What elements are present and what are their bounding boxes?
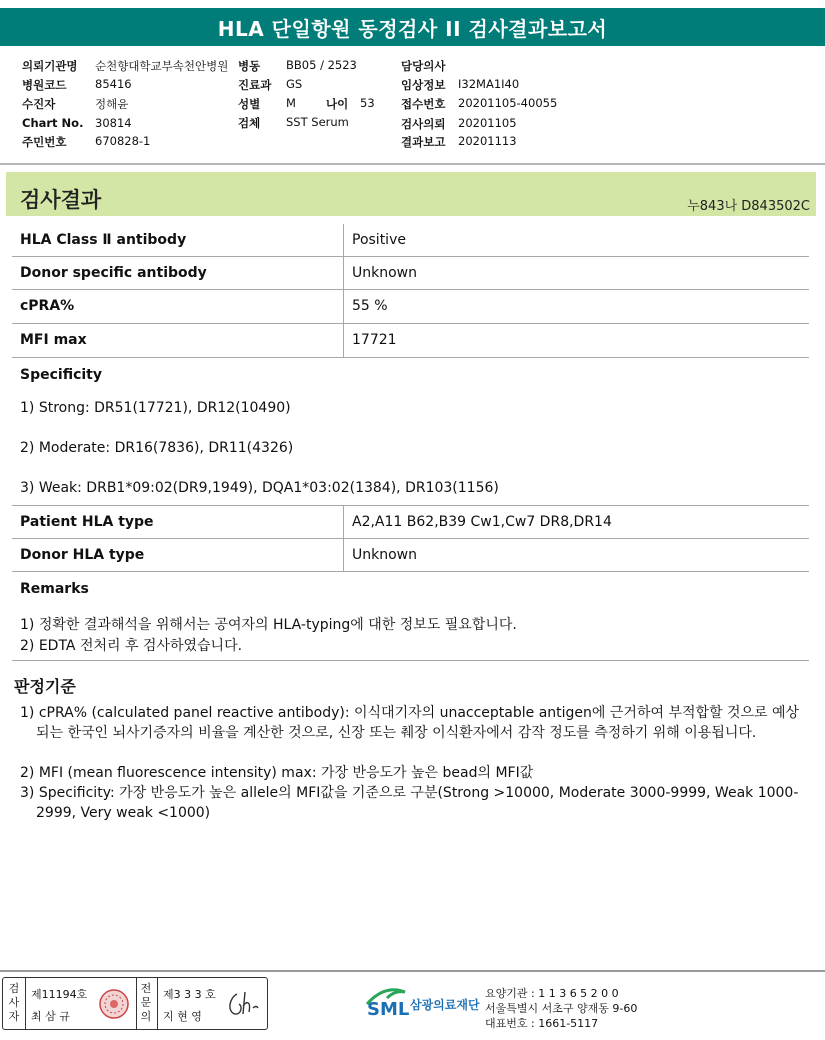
id-value: 670828-1 [95, 134, 151, 148]
column-divider [343, 290, 344, 324]
signature-box [2, 977, 268, 1030]
criteria-item: 2) MFI (mean fluorescence intensity) max: 가장 반응도가 높은 bead의 MFI값 [20, 765, 534, 781]
request-label: 검사의뢰 [401, 117, 446, 131]
specificity-strong: 1) Strong: DR51(17721), DR12(10490) [20, 400, 291, 416]
report-date-value: 20201113 [458, 134, 517, 148]
row-label: HLA Class Ⅱ antibody [20, 232, 187, 248]
criteria-item: 1) cPRA% (calculated panel reactive antibody): 이식대기자의 unacceptable antigen에 근거하여 부적합할 것으로 예상되는 한국인 뇌사기증자의 비율을 계산한 것으로, 신장 또는 췌장 이식환자에서 감작 정도를 측정하기 위해 이용됩니다. [20, 705, 800, 741]
sig-divider [136, 978, 137, 1029]
age-value: 53 [360, 96, 375, 110]
sig-divider [157, 978, 158, 1029]
column-divider [343, 506, 344, 539]
report-title: HLA 단일항원 동정검사 II 검사결과보고서 [0, 8, 825, 46]
specificity-label: Specificity [20, 367, 102, 383]
specialist-no: 제3 3 3 호 [163, 988, 216, 1001]
hospital-code-value: 85416 [95, 77, 132, 91]
table-row [12, 257, 809, 290]
table-row [12, 324, 809, 358]
institution-label: 의뢰기관명 [22, 59, 78, 73]
care-code: 요양기관 : 1 1 3 6 5 2 0 0 [485, 987, 619, 1000]
clinical-value: I32MA1I40 [458, 77, 520, 91]
row-label: cPRA% [20, 298, 75, 314]
dept-value: GS [286, 77, 303, 91]
patient-label: 수진자 [22, 97, 56, 111]
specialist-name: 지 현 영 [163, 1010, 202, 1023]
age-label: 나이 [326, 97, 349, 111]
specimen-value: SST Serum [286, 115, 349, 129]
column-divider [343, 539, 344, 572]
column-divider [343, 224, 344, 257]
org-phone: 대표번호 : 1661-5117 [485, 1017, 599, 1030]
remarks-label: Remarks [20, 581, 89, 597]
signature-icon [225, 988, 263, 1020]
patient-hla-label: Patient HLA type [20, 514, 154, 530]
row-value: 17721 [352, 332, 397, 348]
examiner-name: 최 삼 규 [31, 1010, 70, 1023]
sex-label: 성별 [238, 97, 261, 111]
row-label: Donor specific antibody [20, 265, 207, 281]
donor-hla-value: Unknown [352, 547, 417, 563]
specimen-label: 검체 [238, 116, 261, 130]
specificity-weak: 3) Weak: DRB1*09:02(DR9,1949), DQA1*03:02(1384), DR103(1156) [20, 480, 499, 496]
result-code: 누843나 D843502C [687, 199, 810, 214]
dept-label: 진료과 [238, 78, 272, 92]
patient-value: 정해윤 [95, 97, 129, 111]
criteria-item: 3) Specificity: 가장 반응도가 높은 allele의 MFI값을 기준으로 구분(Strong >10000, Moderate 3000-9999, Weak 1000-2999, Very weak <1000) [20, 785, 799, 821]
org-address: 서울특별시 서초구 양재동 9-60 [485, 1002, 638, 1015]
logo-text: SML [367, 999, 410, 1020]
row-label: MFI max [20, 332, 87, 348]
row-value: Unknown [352, 265, 417, 281]
specialist-label: 전문의 [140, 982, 152, 1023]
row-value: 55 % [352, 298, 388, 314]
sig-divider [25, 978, 26, 1029]
examiner-no: 제11194호 [31, 988, 88, 1001]
criteria-title: 판정기준 [14, 677, 76, 696]
institution-value: 순천향대학교부속천안병원 [95, 59, 229, 73]
seal-icon [97, 986, 131, 1022]
table-row [12, 224, 809, 257]
chart-label: Chart No. [22, 116, 84, 130]
donor-hla-label: Donor HLA type [20, 547, 145, 563]
column-divider [343, 257, 344, 290]
table-row [12, 539, 809, 572]
examiner-label: 검사자 [8, 982, 20, 1023]
ward-label: 병동 [238, 59, 261, 73]
request-value: 20201105 [458, 116, 517, 130]
table-row [12, 290, 809, 324]
remark-item: 2) EDTA 전처리 후 검사하였습니다. [20, 638, 243, 654]
sex-value: M [286, 96, 296, 110]
result-header [6, 172, 816, 216]
patient-info [0, 55, 825, 155]
patient-hla-value: A2,A11 B62,B39 Cw1,Cw7 DR8,DR14 [352, 514, 612, 530]
id-label: 주민번호 [22, 135, 67, 149]
footer-divider [0, 970, 825, 972]
column-divider [343, 324, 344, 358]
result-heading: 검사결과 [20, 188, 102, 212]
remark-item: 1) 정확한 결과해석을 위해서는 공여자의 HLA-typing에 대한 정보도 필요합니다. [20, 617, 517, 633]
row-value: Positive [352, 232, 406, 248]
receipt-value: 20201105-40055 [458, 96, 558, 110]
table-row [12, 505, 809, 539]
specificity-moderate: 2) Moderate: DR16(7836), DR11(4326) [20, 440, 294, 456]
doctor-label: 담당의사 [401, 59, 446, 73]
hospital-code-label: 병원코드 [22, 78, 67, 92]
ward-value: BB05 / 2523 [286, 58, 357, 72]
chart-value: 30814 [95, 116, 132, 130]
info-divider [0, 163, 825, 165]
receipt-label: 접수번호 [401, 97, 446, 111]
org-name: 삼광의료재단 [410, 998, 480, 1012]
report-date-label: 결과보고 [401, 135, 446, 149]
remarks-divider [12, 660, 809, 661]
clinical-label: 임상정보 [401, 78, 446, 92]
